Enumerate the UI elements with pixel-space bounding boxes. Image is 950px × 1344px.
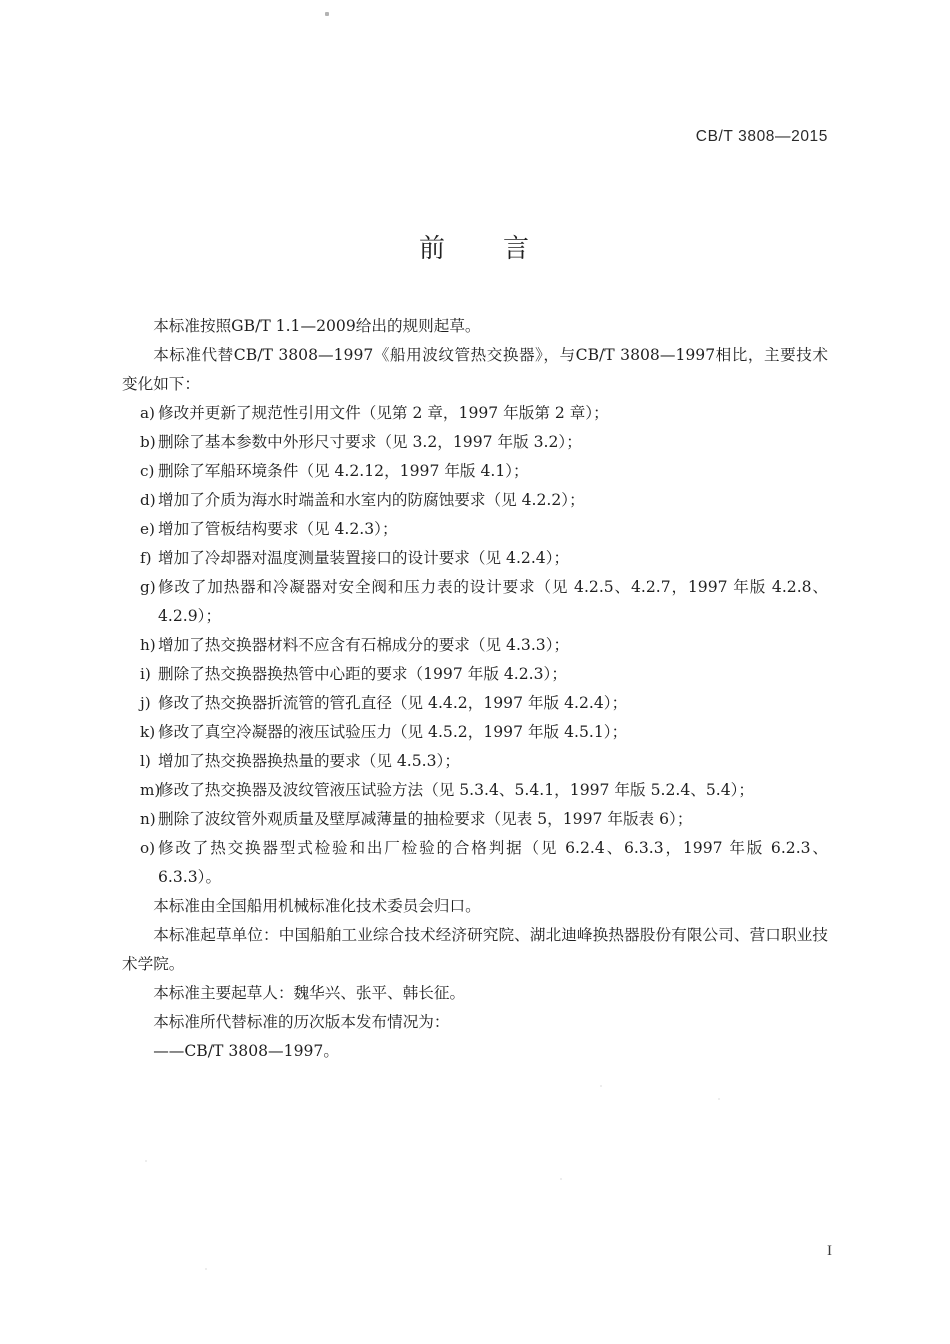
scan-fleck <box>145 1160 147 1162</box>
list-item-marker: g) <box>140 578 156 596</box>
list-item <box>122 486 828 515</box>
list-item-marker: b) <box>140 433 156 451</box>
list-item-text: 增加了冷却器对温度测量装置接口的设计要求（见 4.2.4）； <box>158 549 570 567</box>
standard-number-header: CB/T 3808—2015 <box>695 128 828 145</box>
list-item <box>122 428 828 457</box>
list-item <box>122 689 828 718</box>
list-item-text: 增加了介质为海水时端盖和水室内的防腐蚀要求（见 4.2.2）； <box>158 491 585 509</box>
list-item-text: 删除了热交换器换热管中心距的要求（1997 年版 4.2.3）； <box>158 665 567 683</box>
list-item-text: 增加了热交换器换热量的要求（见 4.5.3）； <box>158 752 460 770</box>
list-item <box>122 776 828 805</box>
previous-version-item: ——CB/T 3808—1997。 <box>153 1042 339 1060</box>
list-item-marker: c) <box>140 462 155 480</box>
main-drafters-paragraph: 本标准主要起草人：魏华兴、张平、韩长征。 <box>153 984 466 1002</box>
list-item <box>122 805 828 834</box>
previous-versions-intro: 本标准所代替标准的历次版本发布情况为： <box>153 1013 450 1031</box>
scan-fleck <box>205 1268 207 1270</box>
technical-changes-list <box>122 399 828 892</box>
list-item-text: 修改并更新了规范性引用文件（见第 2 章，1997 年版第 2 章）； <box>158 404 609 422</box>
list-item <box>122 544 828 573</box>
list-item-text: 删除了军船环境条件（见 4.2.12，1997 年版 4.1）； <box>158 462 529 480</box>
scan-speck <box>325 12 329 16</box>
list-item-marker: o) <box>140 839 156 857</box>
intro-paragraph-2: 本标准代替CB/T 3808—1997《船用波纹管热交换器》，与CB/T 3808—1997相比，主要技术变化如下： <box>122 346 828 393</box>
scan-fleck <box>718 1098 720 1100</box>
list-item <box>122 573 828 631</box>
list-item <box>122 399 828 428</box>
scan-fleck <box>600 1085 602 1087</box>
list-item-marker: m) <box>140 781 161 799</box>
list-item-text: 删除了波纹管外观质量及壁厚减薄量的抽检要求（见表 5，1997 年版表 6）； <box>158 810 693 828</box>
list-item-marker: j) <box>140 694 151 712</box>
administration-paragraph: 本标准由全国船用机械标准化技术委员会归口。 <box>153 897 481 915</box>
list-item <box>122 747 828 776</box>
list-item-marker: l) <box>140 752 151 770</box>
drafting-units-paragraph: 本标准起草单位：中国船舶工业综合技术经济研究院、湖北迪峰换热器股份有限公司、营口职业技术学院。 <box>122 926 828 973</box>
list-item-marker: e) <box>140 520 155 538</box>
intro-paragraph-1: 本标准按照GB/T 1.1—2009给出的规则起草。 <box>153 317 481 335</box>
list-item-text: 修改了加热器和冷凝器对安全阀和压力表的设计要求（见 4.2.5、4.2.7，1997 年版 4.2.8、4.2.9）； <box>158 578 828 625</box>
list-item-text: 删除了基本参数中外形尺寸要求（见 3.2，1997 年版 3.2）； <box>158 433 582 451</box>
list-item-marker: n) <box>140 810 156 828</box>
list-item-marker: h) <box>140 636 156 654</box>
list-item <box>122 631 828 660</box>
document-body <box>122 312 828 1066</box>
list-item-marker: a) <box>140 404 155 422</box>
list-item-text: 修改了真空冷凝器的液压试验压力（见 4.5.2，1997 年版 4.5.1）； <box>158 723 628 741</box>
list-item-text: 修改了热交换器及波纹管液压试验方法（见 5.3.4、5.4.1，1997 年版 5.2.4、5.4）； <box>158 781 755 799</box>
list-item <box>122 834 828 892</box>
page-title: 前 言 <box>418 234 531 264</box>
list-item <box>122 718 828 747</box>
list-item-text: 增加了热交换器材料不应含有石棉成分的要求（见 4.3.3）； <box>158 636 570 654</box>
closing-section <box>122 892 828 1066</box>
list-item-text: 修改了热交换器折流管的管孔直径（见 4.4.2，1997 年版 4.2.4）； <box>158 694 628 712</box>
list-item-text: 修改了热交换器型式检验和出厂检验的合格判据（见 6.2.4、6.3.3，1997 年版 6.2.3、6.3.3）。 <box>158 839 828 886</box>
scan-fleck <box>560 1178 562 1180</box>
list-item-marker: k) <box>140 723 156 741</box>
list-item-text: 增加了管板结构要求（见 4.2.3）； <box>158 520 398 538</box>
list-item-marker: i) <box>140 665 151 683</box>
list-item-marker: f) <box>140 549 152 567</box>
list-item <box>122 457 828 486</box>
list-item <box>122 515 828 544</box>
page-number: I <box>827 1243 832 1259</box>
list-item-marker: d) <box>140 491 156 509</box>
list-item <box>122 660 828 689</box>
